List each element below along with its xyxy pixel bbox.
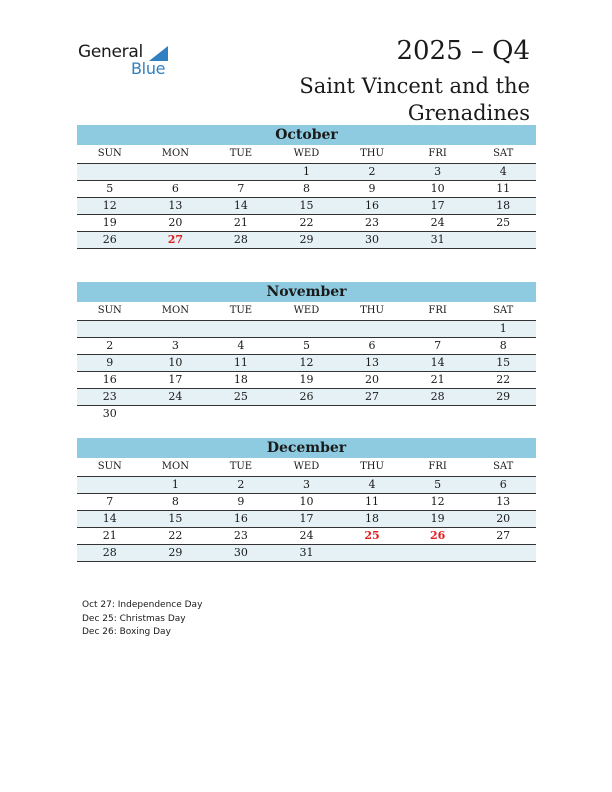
week-row: [77, 494, 536, 511]
day-cell: 9: [208, 494, 274, 511]
day-cell: 21: [208, 215, 274, 232]
generalblue-logo: [78, 42, 198, 82]
day-cell: 13: [143, 198, 209, 215]
week-row: [77, 511, 536, 528]
day-cell: 7: [208, 181, 274, 198]
day-cell: 15: [143, 511, 209, 528]
day-cell: [470, 406, 536, 423]
calendar-grid: [77, 145, 536, 249]
day-cell: 13: [470, 494, 536, 511]
day-cell: 4: [208, 338, 274, 355]
day-cell: 12: [77, 198, 143, 215]
day-cell: 17: [274, 511, 340, 528]
day-cell: 15: [274, 198, 340, 215]
day-cell: 30: [339, 232, 405, 249]
day-cell: [208, 321, 274, 338]
week-row: [77, 181, 536, 198]
day-cell: 24: [143, 389, 209, 406]
day-cell: 2: [77, 338, 143, 355]
day-cell: [208, 164, 274, 181]
holiday-note: Oct 27: Independence Day: [82, 600, 203, 610]
month-november: [77, 282, 536, 422]
day-cell: 10: [274, 494, 340, 511]
day-cell: [143, 164, 209, 181]
weekday-header: FRI: [405, 145, 471, 164]
day-cell: 16: [339, 198, 405, 215]
weekday-header: SAT: [470, 302, 536, 321]
day-cell: 20: [339, 372, 405, 389]
weekday-header: FRI: [405, 302, 471, 321]
holiday-notes: [82, 599, 202, 640]
day-cell: 26: [274, 389, 340, 406]
day-cell: [274, 406, 340, 423]
day-cell: 14: [208, 198, 274, 215]
day-cell: 19: [274, 372, 340, 389]
day-cell: 14: [77, 511, 143, 528]
day-cell: [77, 164, 143, 181]
holiday-note: Dec 26: Boxing Day: [82, 627, 171, 637]
week-row: [77, 406, 536, 423]
day-cell: 8: [470, 338, 536, 355]
day-cell: [470, 545, 536, 562]
day-cell: 5: [274, 338, 340, 355]
holiday-note: Dec 25: Christmas Day: [82, 613, 186, 624]
day-cell: [470, 232, 536, 249]
day-cell: 16: [208, 511, 274, 528]
week-row: [77, 321, 536, 338]
day-cell: 21: [405, 372, 471, 389]
day-cell: 28: [77, 545, 143, 562]
day-cell: 10: [143, 355, 209, 372]
day-cell: [143, 406, 209, 423]
weekday-header: MON: [143, 302, 209, 321]
week-row: [77, 215, 536, 232]
day-cell: 15: [470, 355, 536, 372]
week-row: [77, 338, 536, 355]
day-cell: 9: [339, 181, 405, 198]
weekday-header: TUE: [208, 145, 274, 164]
day-cell: 13: [339, 355, 405, 372]
day-cell: 18: [339, 511, 405, 528]
day-cell: 11: [208, 355, 274, 372]
day-cell: 17: [405, 198, 471, 215]
day-cell: 7: [405, 338, 471, 355]
day-cell: 5: [77, 181, 143, 198]
day-cell: 25: [470, 215, 536, 232]
day-cell: 19: [77, 215, 143, 232]
weekday-header: SAT: [470, 145, 536, 164]
day-cell: 6: [339, 338, 405, 355]
day-cell: [274, 321, 340, 338]
day-cell: 5: [405, 477, 471, 494]
weekday-header: WED: [274, 458, 340, 477]
day-cell: 10: [405, 181, 471, 198]
day-cell: 11: [339, 494, 405, 511]
day-cell: [77, 321, 143, 338]
weekday-header: MON: [143, 458, 209, 477]
day-cell: 4: [470, 164, 536, 181]
day-cell: 29: [143, 545, 209, 562]
day-cell: 17: [143, 372, 209, 389]
day-cell: 28: [208, 232, 274, 249]
day-cell: 23: [208, 528, 274, 545]
day-cell: 22: [470, 372, 536, 389]
day-cell: 11: [470, 181, 536, 198]
day-cell: 24: [405, 215, 471, 232]
day-cell: 19: [405, 511, 471, 528]
day-cell: 22: [274, 215, 340, 232]
month-december: [77, 438, 536, 562]
day-cell: 12: [274, 355, 340, 372]
day-cell: 9: [77, 355, 143, 372]
day-cell: [77, 477, 143, 494]
day-cell: [339, 545, 405, 562]
day-cell: 21: [77, 528, 143, 545]
month-name: October: [77, 125, 536, 145]
day-cell: 29: [274, 232, 340, 249]
day-cell: [143, 321, 209, 338]
day-cell: [208, 406, 274, 423]
day-cell: 30: [102, 407, 117, 420]
week-row: [77, 355, 536, 372]
day-cell: 30: [208, 545, 274, 562]
day-cell: 3: [274, 477, 340, 494]
month-october: [77, 125, 536, 249]
day-cell: 25: [208, 389, 274, 406]
day-cell: [405, 406, 471, 423]
day-cell: 27: [339, 389, 405, 406]
day-cell: 23: [339, 215, 405, 232]
day-cell: 28: [405, 389, 471, 406]
day-cell: 3: [405, 164, 471, 181]
day-cell: 18: [470, 198, 536, 215]
weekday-header: SUN: [77, 302, 143, 321]
day-cell: 7: [77, 494, 143, 511]
day-cell: 26: [77, 232, 143, 249]
weekday-header: SAT: [470, 458, 536, 477]
day-cell: 29: [470, 389, 536, 406]
weekday-header: THU: [339, 458, 405, 477]
day-cell: 12: [405, 494, 471, 511]
day-cell: [339, 406, 405, 423]
day-cell: 24: [274, 528, 340, 545]
weekday-header: THU: [339, 302, 405, 321]
day-cell: [339, 321, 405, 338]
page-title: 2025 – Q4: [396, 36, 530, 66]
day-cell: 20: [143, 215, 209, 232]
weekday-header: THU: [339, 145, 405, 164]
day-cell: 2: [208, 477, 274, 494]
weekday-header: WED: [274, 145, 340, 164]
week-row: [77, 372, 536, 389]
day-cell: 14: [405, 355, 471, 372]
day-cell: 6: [143, 181, 209, 198]
day-cell: 23: [77, 389, 143, 406]
week-row: [77, 477, 536, 494]
day-cell: [405, 321, 471, 338]
day-cell: 8: [143, 494, 209, 511]
logo-word-blue: Blue: [131, 59, 166, 78]
weekday-header: TUE: [208, 458, 274, 477]
weekday-header: WED: [274, 302, 340, 321]
weekday-header: TUE: [208, 302, 274, 321]
day-cell: [405, 545, 471, 562]
calendar-grid: [77, 458, 536, 562]
day-cell: 22: [143, 528, 209, 545]
page-subtitle: Saint Vincent and the Grenadines: [299, 74, 530, 125]
day-cell: 31: [405, 232, 471, 249]
week-row: [77, 389, 536, 406]
logo-word-general: General: [78, 42, 143, 62]
week-row: [77, 545, 536, 562]
week-row: [77, 232, 536, 249]
day-cell: 3: [143, 338, 209, 355]
week-row: [77, 164, 536, 181]
weekday-header: MON: [143, 145, 209, 164]
day-cell: 1: [274, 164, 340, 181]
day-cell: 27: [470, 528, 536, 545]
day-cell: 4: [339, 477, 405, 494]
day-cell: 18: [208, 372, 274, 389]
calendar-grid: [77, 302, 536, 422]
day-cell: 31: [274, 545, 340, 562]
weekday-header: FRI: [405, 458, 471, 477]
day-cell: 20: [470, 511, 536, 528]
day-cell: 6: [470, 477, 536, 494]
day-cell: 16: [77, 372, 143, 389]
day-cell: 8: [274, 181, 340, 198]
day-cell: 27: [143, 232, 209, 249]
day-cell: 26: [405, 528, 471, 545]
month-name: December: [77, 438, 536, 458]
week-row: [77, 528, 536, 545]
week-row: [77, 198, 536, 215]
weekday-header: SUN: [77, 145, 143, 164]
month-name: November: [77, 282, 536, 302]
day-cell: 25: [339, 528, 405, 545]
day-cell: 1: [143, 477, 209, 494]
day-cell: 1: [470, 321, 536, 338]
day-cell: 2: [339, 164, 405, 181]
weekday-header: SUN: [77, 458, 143, 477]
